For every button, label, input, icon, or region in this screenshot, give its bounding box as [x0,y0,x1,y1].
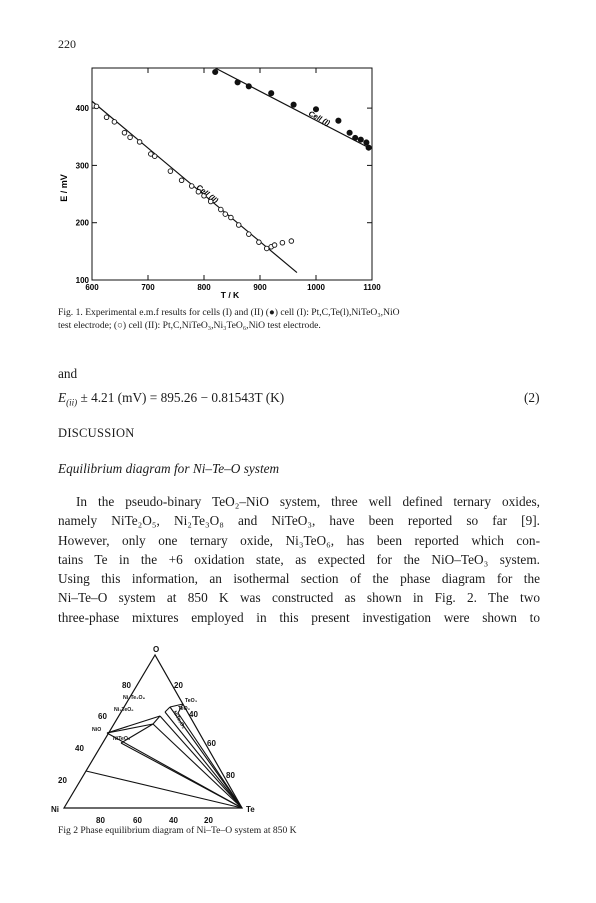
x-tick-label: 800 [197,283,211,292]
equation-number: (2) [524,390,540,405]
tie-line [86,771,242,808]
right-tick: 40 [189,710,198,719]
x-tick-label: 1100 [363,283,381,292]
vertex-o: O [153,645,160,654]
data-point [347,130,352,135]
data-point [223,212,228,217]
and-text: and [58,366,78,381]
x-tick-label: 1000 [307,283,325,292]
equation-2 [58,390,284,408]
x-tick-label: 600 [85,283,99,292]
data-point [94,104,99,109]
data-point [364,140,369,145]
data-point [264,246,269,251]
equation-rest: ± 4.21 (mV) = 895.26 − 0.81543T (K) [80,390,285,405]
tie-line [165,707,170,712]
bottom-tick: 20 [204,816,213,825]
cell-ii-label: Cell (II) [194,182,221,205]
para-line: Ni–Te–O system at 850 K was constructed as shown in Fig. 2. The two [58,590,540,606]
subsection-heading: Equilibrium diagram for Ni–Te–O system [58,461,280,476]
label-nite2o5: NiTe₂O₅ [171,710,187,730]
bottom-tick: 40 [169,816,178,825]
page-number: 220 [58,37,76,51]
left-tick: 40 [75,744,84,753]
data-point [112,120,117,125]
para-line: namely NiTe₂O₅, Ni₂Te₃O₈ and NiTeO₃, have been reported so far [9]. [58,513,540,529]
data-point [122,130,127,135]
data-point [152,154,157,159]
data-point [219,207,224,212]
emf-chart [0,0,596,320]
data-point [229,215,234,220]
data-point [236,223,241,228]
data-point [291,102,296,107]
data-point [272,243,277,248]
data-point [168,169,173,174]
phase-diagram [0,640,596,830]
data-point [269,91,274,96]
data-point [257,240,262,245]
y-tick-label: 100 [75,276,89,285]
x-tick-label: 700 [141,283,155,292]
tie-line [160,716,242,808]
right-tick: 60 [207,739,216,748]
left-tick: 60 [98,712,107,721]
figure1-caption-line2: test electrode; (○) cell (II): Pt,C,NiTeO₃,Ni₃TeO₆,NiO test electrode. [58,320,321,331]
equation-lhs: E [58,390,67,405]
data-point [104,115,109,120]
bottom-tick: 60 [133,816,142,825]
label-niteo3: NiTeO₃ [113,736,131,742]
para-line: However, only one ternary oxide, Ni₃TeO₆, has been reported which con- [58,532,540,548]
data-point [235,80,240,85]
left-tick: 80 [122,681,131,690]
data-point [189,184,194,189]
x-tick-label: 900 [253,283,267,292]
left-tick: 20 [58,776,67,785]
y-tick-label: 300 [75,161,89,171]
para-line: Using this information, an isothermal section of the phase diagram for the [58,571,540,587]
right-tick: 20 [174,681,183,690]
data-point [336,118,341,123]
tie-line [165,712,242,808]
label-ni3teo6: Ni₃TeO₆ [114,707,134,713]
data-point [366,145,371,150]
figure1-caption-line1: Fig. 1. Experimental e.m.f results for cells (I) and (II) (●) cell (I): Pt,C,Te(l),NiTeO₃,NiO [58,307,400,318]
data-point [358,137,363,142]
right-tick: 80 [226,771,235,780]
discussion-paragraph [58,492,540,627]
x-axis-label: T / K [220,290,240,300]
data-point [179,178,184,183]
figure2-caption: Fig 2 Phase equilibrium diagram of Ni–Te–O system at 850 K [58,825,297,836]
label-ni2te3o8: Ni₂Te₃O₈ [123,695,146,701]
bottom-tick: 80 [96,816,105,825]
equation-sub: (ii) [66,397,78,408]
label-nio: NiO [92,727,102,733]
para-line: tains Te in the +6 oxidation state, as expected for the NiO–TeO₃ system. [58,551,540,567]
label-teo2: TeO₂ [178,706,191,712]
cell-i-label: Cell (I) [307,108,332,128]
y-tick-label: 200 [75,218,89,228]
data-point [289,239,294,244]
y-axis-label: E / mV [59,174,69,202]
vertex-te: Te [246,805,255,814]
data-point [247,232,252,237]
plot-frame [92,68,372,280]
data-point [213,69,218,74]
data-point [246,84,251,89]
data-point [137,140,142,145]
ternary-triangle [64,655,242,808]
label-teo3: TeO₃ [185,698,198,704]
para-line: In the pseudo-binary TeO₂–NiO system, three well defined ternary oxides, [76,494,540,509]
y-tick-label: 400 [75,104,89,114]
data-point [128,135,133,140]
para-line: three-phase mixtures employed in this present investigation were shown to [58,609,540,625]
vertex-ni: Ni [51,805,59,814]
section-heading: DISCUSSION [58,426,135,440]
data-point [280,240,285,245]
data-point [353,135,358,140]
